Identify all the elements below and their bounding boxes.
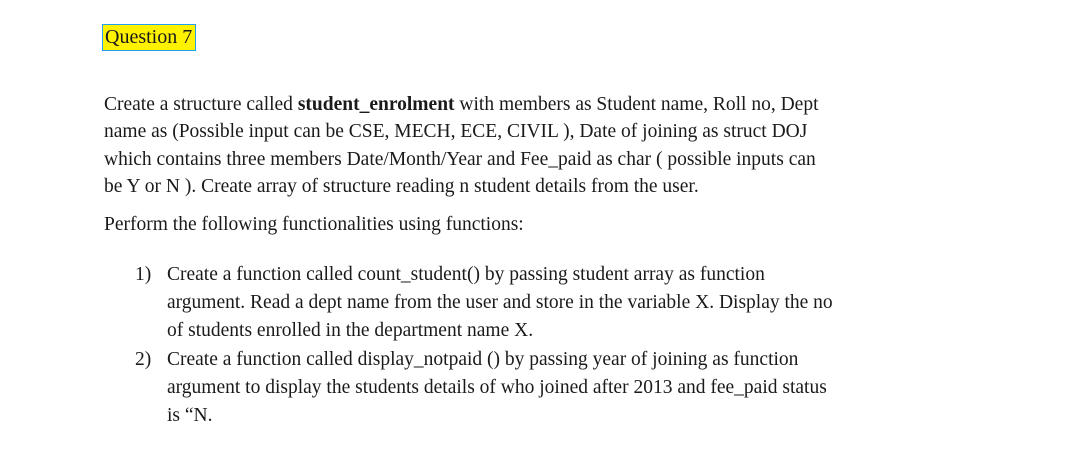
list-item-line: Create a function called display_notpaid () by passing year of joining as function <box>167 349 799 370</box>
structure-name: student_enrolment <box>297 94 455 115</box>
list-item-line: argument to display the students details of who joined after 2013 and fee_paid status <box>167 377 827 398</box>
intro-line-1-start: Create a structure called <box>104 94 298 115</box>
intro-paragraph <box>104 91 924 200</box>
list-item-number: 2) <box>135 349 152 370</box>
intro-line-3: which contains three members Date/Month/Year and Fee_paid as char ( possible inputs can <box>104 148 816 170</box>
list-item-line: is “N. <box>167 405 213 426</box>
question-heading: Question 7 <box>102 24 196 51</box>
list-item-line: of students enrolled in the department name X. <box>167 320 534 341</box>
intro-line-4: be Y or N ). Create array of structure reading n student details from the user. <box>104 175 699 197</box>
list-item-number: 1) <box>135 264 152 285</box>
perform-paragraph: Perform the following functionalities using functions: <box>104 214 524 235</box>
list-item-text <box>167 346 927 430</box>
intro-line-2: name as (Possible input can be CSE, MECH, ECE, CIVIL ), Date of joining as struct DOJ <box>104 121 808 143</box>
list-item-line: argument. Read a dept name from the user and store in the variable X. Display the no <box>167 292 833 313</box>
list-item-text <box>167 261 927 345</box>
intro-line-1-end: with members as Student name, Roll no, Dept <box>454 94 819 115</box>
list-item-line: Create a function called count_student() by passing student array as function <box>167 264 765 285</box>
intro-line-1 <box>104 91 924 118</box>
